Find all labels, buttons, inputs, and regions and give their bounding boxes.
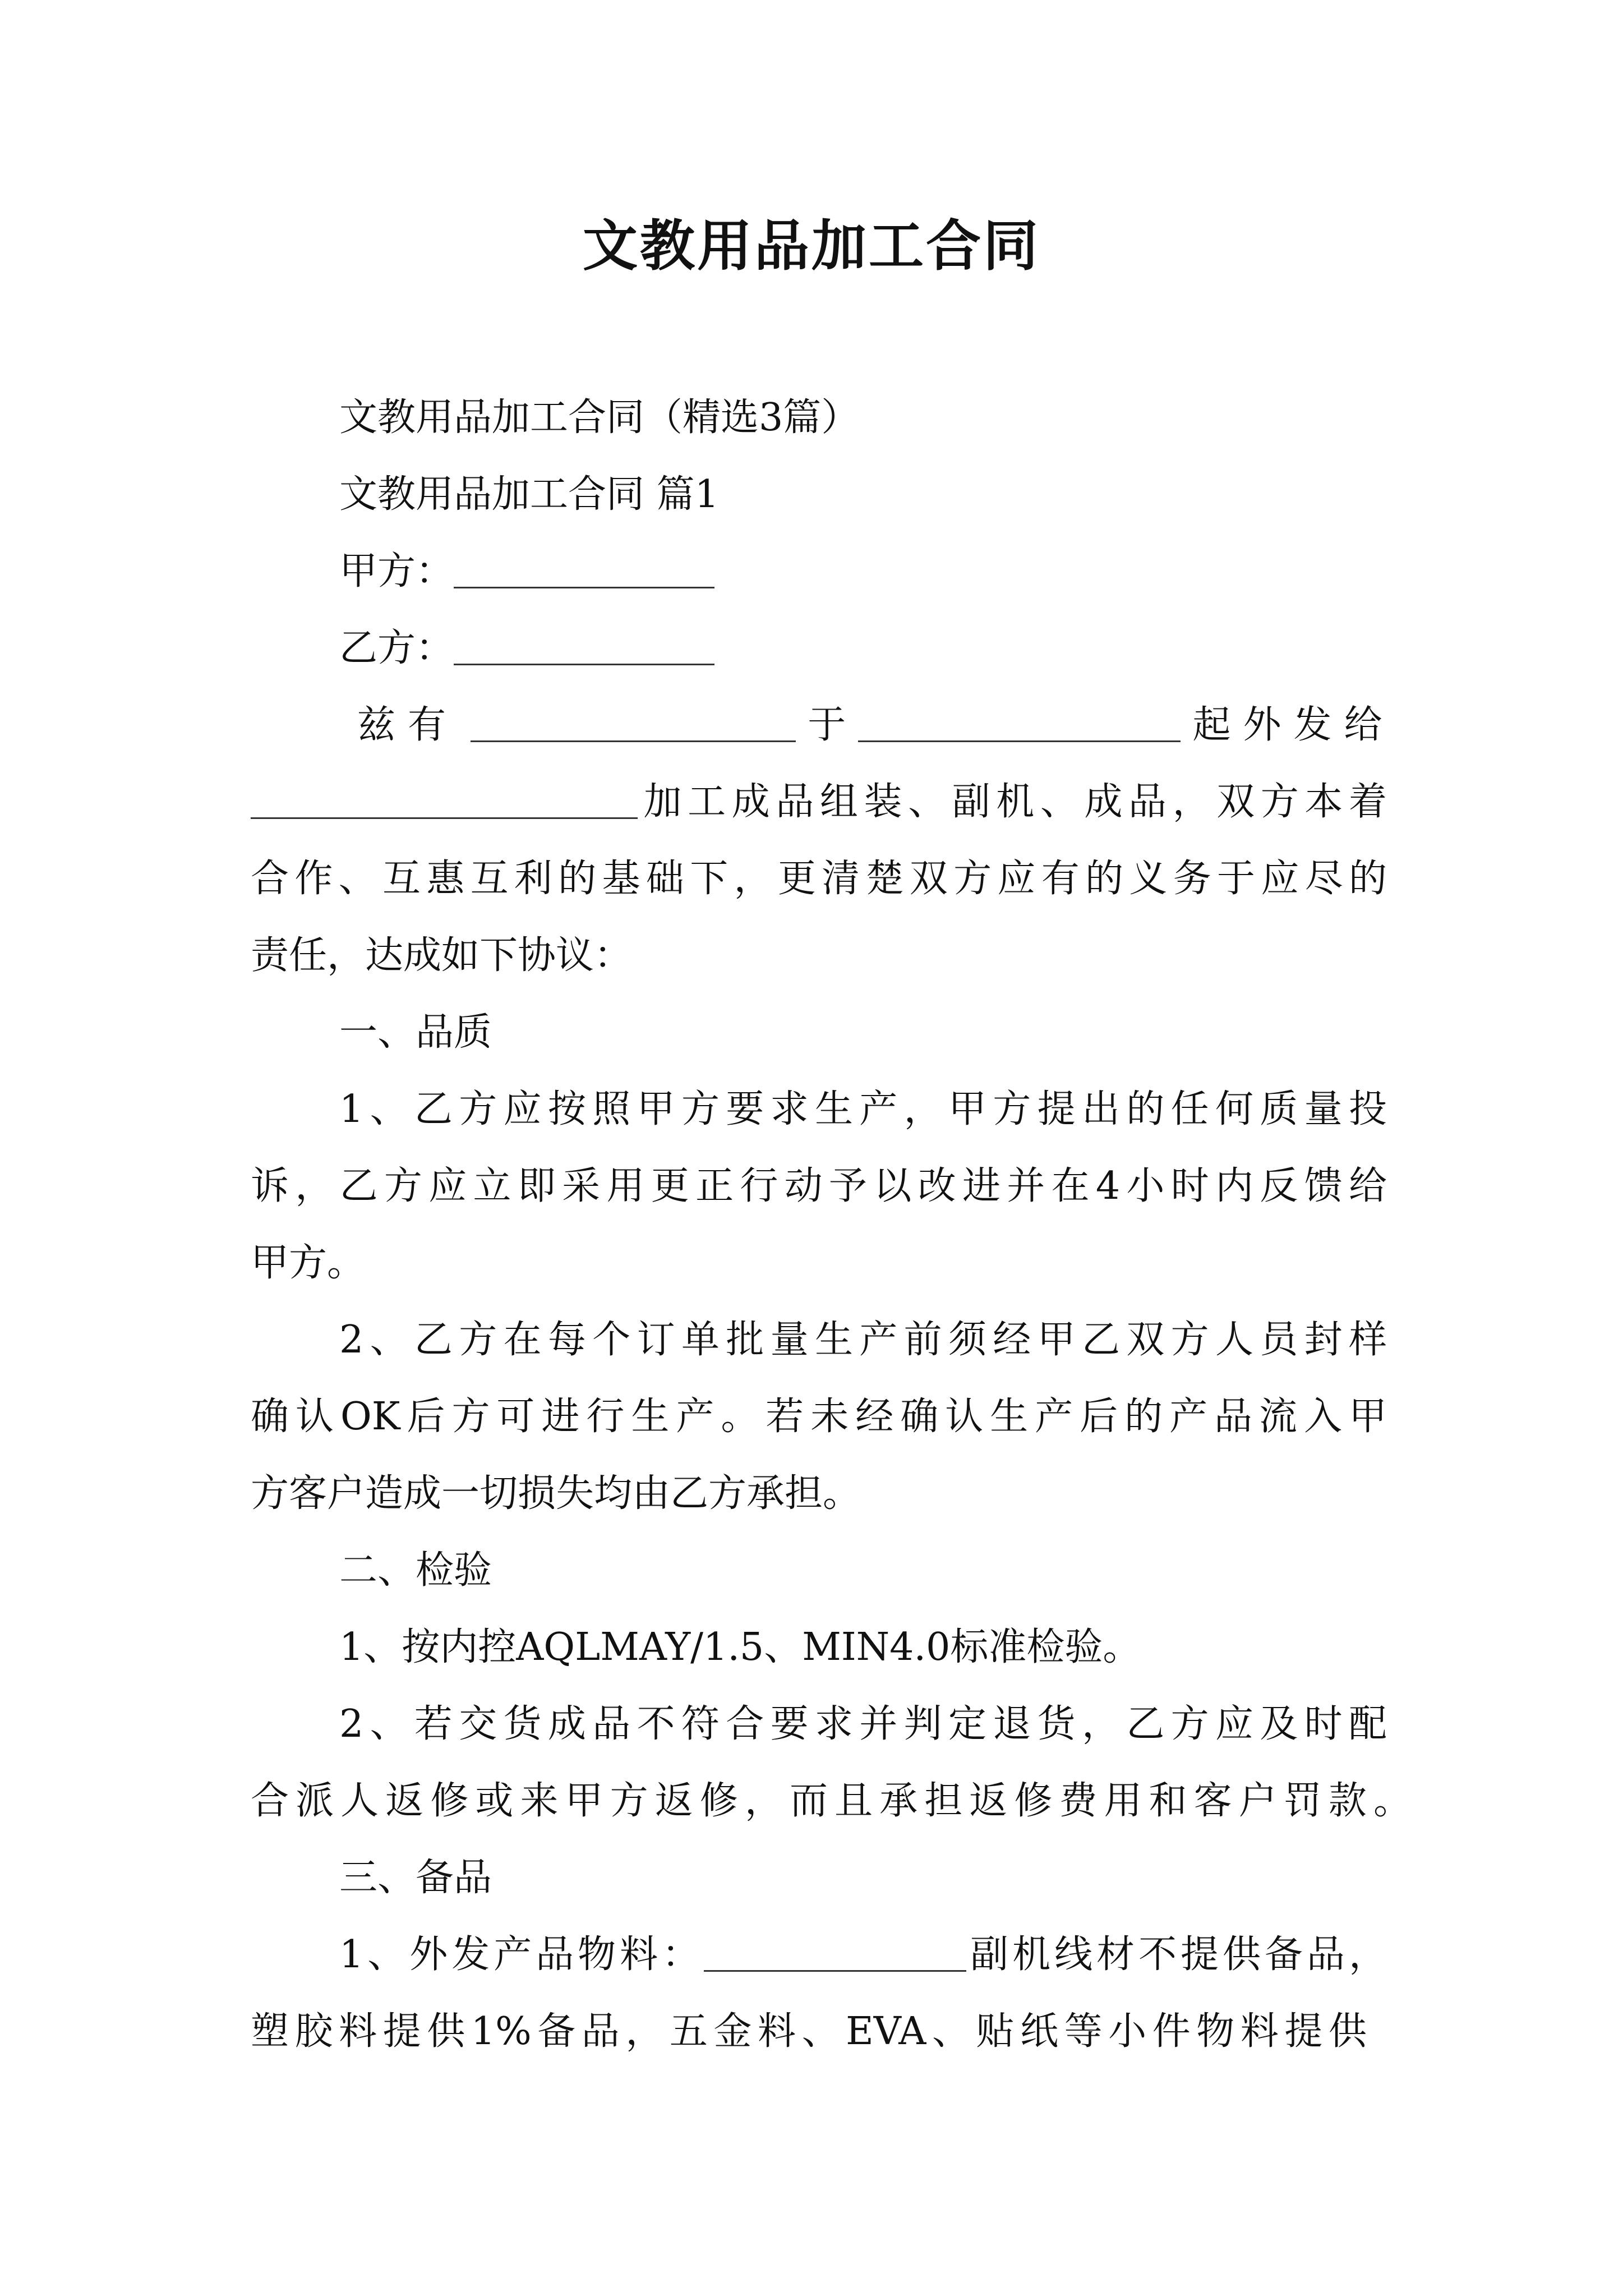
text: 1、外发产品物料： [339, 1932, 704, 1977]
section-heading: 文教用品加工合同 篇1 [339, 472, 719, 517]
paragraph-line [251, 763, 1387, 840]
paragraph-line: 塑胶料提供1%备品，五金料、EVA、贴纸等小件物料提供 [251, 2009, 1367, 2054]
paragraph-line: 1、按内控AQLMAY/1.5、MIN4.0标准检验。 [339, 1625, 1141, 1669]
paragraph-line: 合作、互惠互利的基础下，更清楚双方应有的义务于应尽的 [251, 857, 1387, 901]
paragraph-line: 诉，乙方应立即采用更正行动予以改进并在4小时内反馈给 [251, 1164, 1387, 1208]
paragraph-line: 甲方。 [251, 1241, 366, 1285]
blank-field [471, 696, 796, 742]
paragraph-line: 责任，达成如下协议： [251, 933, 633, 978]
paragraph-line: 1、乙方应按照甲方要求生产，甲方提出的任何质量投 [339, 1087, 1387, 1131]
party-b-blank [454, 619, 714, 665]
subtitle: 文教用品加工合同（精选3篇） [339, 395, 860, 440]
paragraph-line: 方客户造成一切损失均由乙方承担。 [251, 1471, 861, 1516]
paragraph-line: 2、若交货成品不符合要求并判定退货，乙方应及时配 [339, 1702, 1387, 1746]
blank-field [704, 1925, 966, 1972]
text: 兹有 [357, 703, 459, 747]
section-heading: 二、检验 [339, 1548, 492, 1593]
text: 起外发给 [1192, 703, 1395, 747]
blank-field [251, 772, 638, 819]
text: 副机线材不提供备品， [966, 1932, 1387, 1977]
document-body [251, 379, 1412, 2070]
document-title: 文教用品加工合同 [582, 214, 1040, 278]
party-a-line [251, 533, 1387, 610]
paragraph-line [251, 1916, 1387, 1993]
paragraph-line: 确认OK后方可进行生产。若未经确认生产后的产品流入甲 [251, 1395, 1387, 1439]
party-b-label: 乙方： [339, 626, 454, 670]
party-a-label: 甲方： [339, 549, 454, 593]
section-heading: 一、品质 [339, 1010, 492, 1055]
blank-field [858, 696, 1181, 742]
paragraph-line: 合派人返修或来甲方返修，而且承担返修费用和客户罚款。 [251, 1779, 1412, 1823]
section-heading: 三、备品 [339, 1856, 492, 1900]
paragraph-line: 2、乙方在每个订单批量生产前须经甲乙双方人员封样 [339, 1318, 1387, 1362]
text: 于 [808, 703, 846, 747]
party-a-blank [454, 542, 714, 588]
party-b-line [251, 610, 1387, 687]
paragraph-line [251, 687, 1395, 763]
text: 加工成品组装、副机、成品，双方本着 [638, 780, 1387, 824]
